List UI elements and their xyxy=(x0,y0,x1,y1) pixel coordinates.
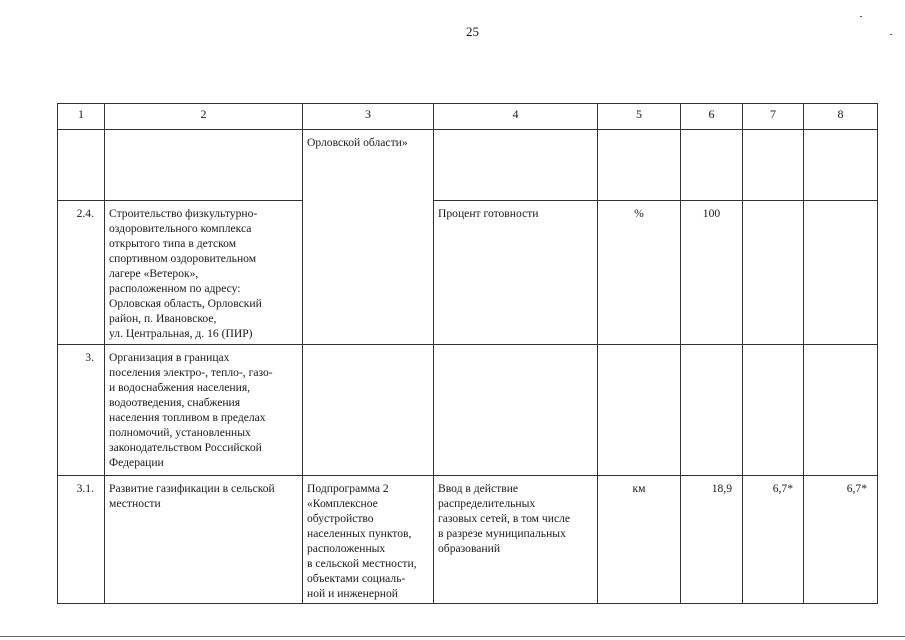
text-line: населенных пунктов, xyxy=(307,527,412,540)
scan-speck xyxy=(860,16,862,17)
cell-empty xyxy=(598,345,681,476)
cell-value-col6: 100 xyxy=(681,201,743,345)
text-line: населения топливом в пределах xyxy=(109,411,266,424)
cell-empty xyxy=(303,345,434,476)
text-line: образований xyxy=(438,542,501,555)
text-line: Подпрограмма 2 xyxy=(307,482,389,495)
cell-empty xyxy=(804,130,878,201)
text-line: расположенном по адресу: xyxy=(109,282,241,295)
cell-indicator: Процент готовности xyxy=(434,201,598,345)
text-line: ул. Центральная, д. 16 (ПИР) xyxy=(109,327,253,340)
text-line: оздоровительного комплекса xyxy=(109,222,252,235)
cell-value-col8: 6,7* xyxy=(804,476,878,604)
cell-empty xyxy=(434,345,598,476)
header-cell: 2 xyxy=(105,104,303,130)
page-bottom-edge xyxy=(0,636,905,637)
text-line: район, п. Ивановское, xyxy=(109,312,217,325)
cell-unit: % xyxy=(598,201,681,345)
cell-item-name xyxy=(105,201,303,345)
table-row-3 xyxy=(58,345,878,476)
text-line: объектами социаль- xyxy=(307,572,406,585)
text-line: «Комплексное xyxy=(307,497,378,510)
cell-empty xyxy=(105,130,303,201)
scan-speck xyxy=(890,34,892,35)
cell-item-number: 3. xyxy=(58,345,105,476)
text-line: местности xyxy=(109,497,161,510)
cell-empty xyxy=(681,130,743,201)
cell-item-number: 2.4. xyxy=(58,201,105,345)
header-cell: 1 xyxy=(58,104,105,130)
header-cell: 4 xyxy=(434,104,598,130)
cell-empty xyxy=(598,130,681,201)
text-line: и водоснабжения населения, xyxy=(109,381,251,394)
cell-item-name xyxy=(105,476,303,604)
text-line: Строительство физкультурно- xyxy=(109,207,258,220)
cell-empty xyxy=(743,130,804,201)
header-cell: 5 xyxy=(598,104,681,130)
cell-empty xyxy=(804,201,878,345)
text-line: Организация в границах xyxy=(109,351,230,364)
text-line: обустройство xyxy=(307,512,374,525)
text-line: газовых сетей, в том числе xyxy=(438,512,571,525)
table-row-continuation xyxy=(58,130,878,201)
page-number: 25 xyxy=(466,24,479,39)
text-line: Развитие газификации в сельской xyxy=(109,482,275,495)
cell-empty xyxy=(804,345,878,476)
text-line: открытого типа в детском xyxy=(109,237,237,250)
cell-value-col7: 6,7* xyxy=(743,476,804,604)
text-line: законодательством Российской xyxy=(109,441,262,454)
header-cell: 6 xyxy=(681,104,743,130)
cell-item-number: 3.1. xyxy=(58,476,105,604)
cell-program xyxy=(303,476,434,604)
text-line: расположенных xyxy=(307,542,386,555)
text-line: в разрезе муниципальных xyxy=(438,527,566,540)
text-line: водоотведения, снабжения xyxy=(109,396,241,409)
header-cell: 7 xyxy=(743,104,804,130)
table-header-row xyxy=(58,104,878,130)
text-line: распределительных xyxy=(438,497,536,510)
cell-value-col6: 18,9 xyxy=(681,476,743,604)
header-cell: 3 xyxy=(303,104,434,130)
cell-item-name xyxy=(105,345,303,476)
text-line: в сельской местности, xyxy=(307,557,417,570)
table-row-2-4 xyxy=(58,201,878,345)
text-line: Ввод в действие xyxy=(438,482,519,495)
text-line: Орловская область, Орловский xyxy=(109,297,262,310)
text-line: полномочий, установленных xyxy=(109,426,251,439)
text-line: ной и инженерной xyxy=(307,587,398,600)
cell-indicator xyxy=(434,476,598,604)
text-line: лагере «Ветерок», xyxy=(109,267,199,280)
cell-empty xyxy=(743,201,804,345)
text-line: поселения электро-, тепло-, газо- xyxy=(109,366,273,379)
cell-empty xyxy=(434,130,598,201)
text-line: спортивном оздоровительном xyxy=(109,252,257,265)
cell-empty xyxy=(681,345,743,476)
cell-unit: км xyxy=(598,476,681,604)
table-row-3-1 xyxy=(58,476,878,604)
cell-empty xyxy=(743,345,804,476)
text-line: Федерации xyxy=(109,456,164,469)
header-cell: 8 xyxy=(804,104,878,130)
program-table xyxy=(57,103,878,604)
cell-program-continuation: Орловской области» xyxy=(303,130,434,345)
cell-empty xyxy=(58,130,105,201)
